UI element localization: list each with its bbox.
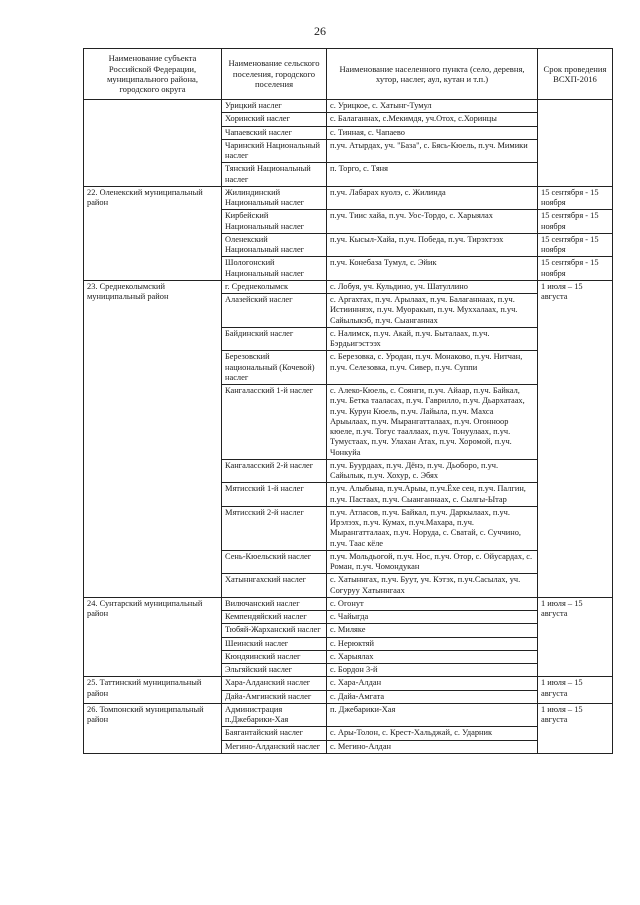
- cell-period: 15 сентября - 15 ноября: [538, 233, 613, 257]
- cell-subject: 23. Среднеколымский муниципальный район: [84, 280, 222, 597]
- cell-settlement: Эльгяйский наслег: [222, 664, 327, 677]
- cell-period: 15 сентября - 15 ноября: [538, 210, 613, 234]
- cell-settlement: Мятисский 2-й наслег: [222, 506, 327, 550]
- cell-settlement: Администрация п.Джебарики-Хая: [222, 703, 327, 727]
- table-row: [84, 280, 613, 293]
- cell-subject: 26. Томпонский муниципальный район: [84, 703, 222, 753]
- header-settlement: Наименование сельского поселения, городского поселения: [222, 49, 327, 100]
- table-row: [84, 597, 613, 610]
- cell-settlement: Байдинский наслег: [222, 327, 327, 351]
- cell-locality: с. Харыялах: [327, 650, 538, 663]
- header-locality: Наименование населенного пункта (село, деревня, хутор, наслег, аул, кутан и т.п.): [327, 49, 538, 100]
- table-body: [84, 100, 613, 754]
- cell-locality: с. Тинная, с. Чапаево: [327, 126, 538, 139]
- cell-settlement: Хоринский наслег: [222, 113, 327, 126]
- cell-settlement: Жилиндинский Национальный наслег: [222, 186, 327, 210]
- cell-locality: п.уч. Тиис хайа, п.уч. Уос-Тордо, с. Харыялах: [327, 210, 538, 234]
- cell-settlement: Урицкий наслег: [222, 100, 327, 113]
- cell-settlement: Вилючанский наслег: [222, 597, 327, 610]
- cell-subject: 25. Таттинский муниципальный район: [84, 677, 222, 704]
- cell-locality: с. Аргахтах, п.уч. Арылаах, п.уч. Балаганнаах, п.уч. Истиинняэх, п.уч. Муоракып, п.уч. Муххалаах, п.уч. Сайылыкэб, п.уч. Сыанганнах: [327, 294, 538, 328]
- page-number: 26: [314, 24, 326, 38]
- cell-settlement: Кангаласский 1-й наслег: [222, 385, 327, 460]
- cell-locality: с. Мегино-Алдан: [327, 740, 538, 753]
- cell-settlement: Тянский Национальный наслег: [222, 163, 327, 187]
- cell-locality: п.уч. Атырдах, уч. "База", с. Бясь-Кюель, п.уч. Мимики: [327, 139, 538, 163]
- cell-settlement: Шологонский Национальный наслег: [222, 257, 327, 281]
- cell-period: 1 июля – 15 августа: [538, 703, 613, 753]
- cell-settlement: Сень-Кюельский наслег: [222, 550, 327, 574]
- cell-locality: с. Балаганнах, с.Мекимдя, уч.Отох, с.Хоринцы: [327, 113, 538, 126]
- cell-subject: [84, 100, 222, 187]
- cell-settlement: Баягантайский наслег: [222, 727, 327, 740]
- table-row: [84, 186, 613, 210]
- table-header-row: [84, 49, 613, 100]
- cell-settlement: Кюндяинский наслег: [222, 650, 327, 663]
- cell-locality: с. Алеко-Кюель, с. Соянги, п.уч. Айаар, п.уч. Байкал, п.уч. Бетка тааласах, п.уч. Гаврилло, п.уч. Дьархатаах, п.уч. Курун Кюель, п.уч. Лайыла, п.уч. Махса Арыылаах, п.уч. Мырангатталаах, п.уч. Огонноор кюеле, п.уч. Тогус тааллаах, п.уч. Тонуулаах, п.уч. Тумустаах, п.уч. Улахан Атах, п.уч. Хоромой, п.уч. Чонкуйа: [327, 385, 538, 460]
- header-subject: Наименование субъекта Российской Федерации, муниципального района, городского округа: [84, 49, 222, 100]
- cell-settlement: Оленекский Национальный наслег: [222, 233, 327, 257]
- cell-locality: с. Хара-Алдан: [327, 677, 538, 690]
- cell-settlement: Шеинский наслег: [222, 637, 327, 650]
- cell-locality: п. Джебарики-Хая: [327, 703, 538, 727]
- cell-period: 1 июля – 15 августа: [538, 597, 613, 677]
- cell-period: 15 сентября - 15 ноября: [538, 257, 613, 281]
- cell-locality: с. Бордон 3-й: [327, 664, 538, 677]
- cell-settlement: Чапаевский наслег: [222, 126, 327, 139]
- cell-locality: с. Миляке: [327, 624, 538, 637]
- cell-locality: с. Дайа-Амгата: [327, 690, 538, 703]
- cell-settlement: Мегино-Алданский наслег: [222, 740, 327, 753]
- cell-settlement: Кемпендяйский наслег: [222, 611, 327, 624]
- cell-locality: с. Чайыгда: [327, 611, 538, 624]
- cell-locality: п.уч. Буурдаах, п.уч. Дёнэ, п.уч. Дьоборо, п.уч. Сайылык, п.уч. Хохур, с. Эбях: [327, 459, 538, 483]
- cell-locality: п.уч. Атласов, п.уч. Байкал, п.уч. Даркылаах, п.уч. Ирэлээх, п.уч. Кумах, п.уч.Махара, п.уч. Мырангатталаах, п.уч. Норуда, с. Сватай, с. Суччино, п.уч. Таас кёле: [327, 506, 538, 550]
- cell-period: 1 июля – 15 августа: [538, 280, 613, 597]
- cell-locality: с. Хатыннгах, п.уч. Буут, уч. Кэтэх, п.уч.Сасылах, уч. Согуруу Хатыннгаах: [327, 574, 538, 598]
- cell-locality: п.уч. Мольдьогой, п.уч. Нос, п.уч. Отор, с. Ойусардах, с. Роман, п.уч. Чомондукан: [327, 550, 538, 574]
- cell-settlement: Тюбяй-Жарханский наслег: [222, 624, 327, 637]
- cell-locality: п.уч. Кысыл-Хайа, п.уч. Победа, п.уч. Тирэхтээх: [327, 233, 538, 257]
- cell-locality: п.уч. Конебаза Тумул, с. Эйик: [327, 257, 538, 281]
- header-period: Срок проведения ВСХП-2016: [538, 49, 613, 100]
- cell-subject: 22. Оленекский муниципальный район: [84, 186, 222, 280]
- cell-locality: с. Нерюктяй: [327, 637, 538, 650]
- cell-locality: с. Березовка, с. Уродан, п.уч. Монаково, п.уч. Нитчан, п.уч. Селезовка, п.уч. Сивер, п.уч. Суппи: [327, 351, 538, 385]
- cell-settlement: Кирбейский Национальный наслег: [222, 210, 327, 234]
- cell-locality: с. Урицкое, с. Хатынг-Тумул: [327, 100, 538, 113]
- cell-locality: с. Огонут: [327, 597, 538, 610]
- cell-settlement: Мятисский 1-й наслег: [222, 483, 327, 507]
- cell-period: [538, 100, 613, 187]
- cell-settlement: Алазейский наслег: [222, 294, 327, 328]
- table-row: [84, 703, 613, 727]
- cell-locality: с. Ары-Толон, с. Крест-Хальджай, с. Ударник: [327, 727, 538, 740]
- cell-settlement: Березовский национальный (Кочевой) наслег: [222, 351, 327, 385]
- cell-settlement: Хатыннгахский наслег: [222, 574, 327, 598]
- cell-subject: 24. Сунтарский муниципальный район: [84, 597, 222, 677]
- cell-locality: с. Лобуя, уч. Кульдино, уч. Шатуллино: [327, 280, 538, 293]
- cell-period: 1 июля – 15 августа: [538, 677, 613, 704]
- cell-locality: п.уч. Лабарах куолэ, с. Жилинда: [327, 186, 538, 210]
- table-row: [84, 100, 613, 113]
- cell-settlement: г. Среднеколымск: [222, 280, 327, 293]
- cell-settlement: Кангаласский 2-й наслег: [222, 459, 327, 483]
- cell-locality: п. Торго, с. Тяня: [327, 163, 538, 187]
- settlements-table: [83, 48, 613, 754]
- cell-settlement: Чаринский Национальный наслег: [222, 139, 327, 163]
- cell-locality: с. Налимск, п.уч. Акай, п.уч. Быталаах, п.уч. Бэрдьигэстээх: [327, 327, 538, 351]
- cell-settlement: Дайа-Амгинский наслег: [222, 690, 327, 703]
- cell-period: 15 сентября - 15 ноября: [538, 186, 613, 210]
- table-row: [84, 677, 613, 690]
- cell-locality: п.уч. Алыбына, п.уч.Арыы, п.уч.Ёхе сен, п.уч. Палгин, п.уч. Пастаах, п.уч. Сыанганнаах, с. Сылгы-Ытар: [327, 483, 538, 507]
- cell-settlement: Хара-Алданский наслег: [222, 677, 327, 690]
